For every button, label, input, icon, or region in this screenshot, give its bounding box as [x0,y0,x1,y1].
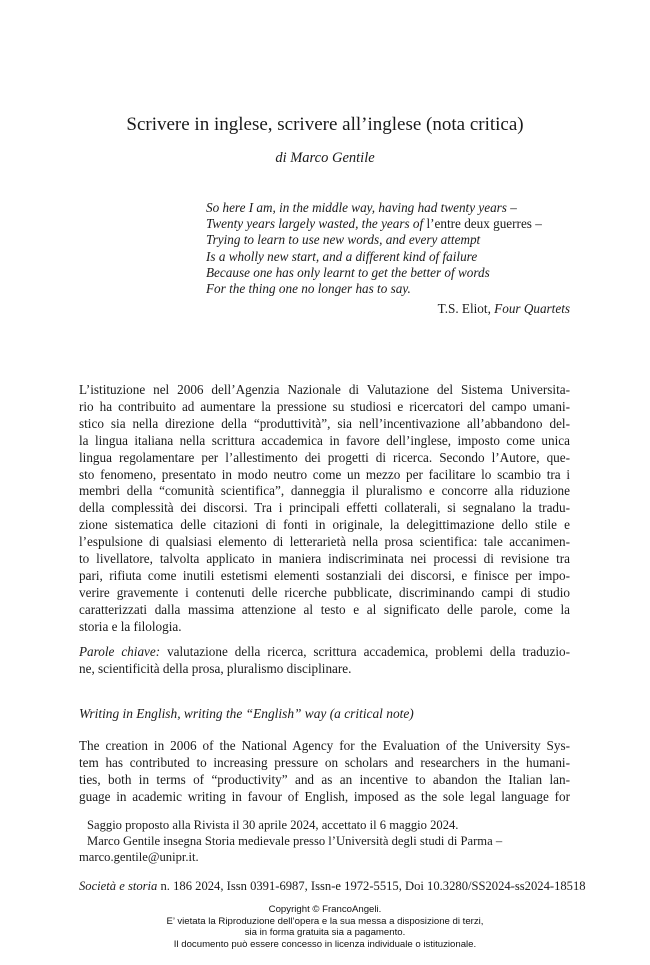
journal-citation [79,879,586,894]
abstract-line: guage in academic writing in favour of English, imposed as the sole legal language for [79,788,570,804]
keywords-line: ne, scientificità della prosa, pluralismo disciplinare. [79,660,352,676]
abstract-line: della complessità dei discorsi. Tra i principali effetti collaterali, si segnalano la tradu- [79,500,570,516]
copyright-line: E’ vietata la Riproduzione dell’opera e la sua messa a disposizione di terzi, [166,915,484,927]
english-title: Writing in English, writing the “English” way (a critical note) [79,706,414,721]
footnote-line: Marco Gentile insegna Storia medievale presso l’Università degli studi di Parma – [87,834,503,848]
epigraph-attribution [0,301,570,317]
copyright-line: Il documento può essere concesso in licenza individuale o istituzionale. [173,938,477,950]
abstract-line: membri della “comunità scientifica”, danneggia il pluralismo e concorre alla riduzione [79,483,570,499]
abstract-line: The creation in 2006 of the National Agency for the Evaluation of the University Sys- [79,738,570,753]
abstract-line: lingua regolamentare per l’allestimento dei progetti di ricerca. Secondo l’Autore, que- [79,449,570,465]
keywords-line [79,644,570,661]
abstract-line: sto fenomeno, presentato in modo neutro come un mezzo per facilitare lo scambio tra i [79,466,570,482]
abstract-line: to livellatore, talvolta applicato in maniera indiscriminata nei processi di revisione tra [79,551,570,567]
keywords-label: Parole chiave: [79,644,161,659]
abstract-line: zione sistematica delle citazioni di fonti in originale, la delegittimazione dello stile e [79,517,570,533]
epigraph-line [206,216,576,232]
copyright-notice [0,904,650,950]
copyright-line: Copyright © FrancoAngeli. [268,904,382,915]
copyright-line: sia in forma gratuita sia a pagamento. [244,927,406,939]
journal-details: n. 186 2024, Issn 0391-6987, Issn-e 1972-5515, Doi 10.3280/SS2024-ss2024-18518 [157,879,586,893]
keywords-paragraph [79,644,570,678]
footnote [79,817,570,865]
epigraph-line: Is a wholly new start, and a different kind of failure [206,248,478,264]
epigraph-line-text: Twenty years largely wasted, the years of [206,216,427,232]
abstract-line: caratterizzati dalla massima attenzione al testo e al significato delle parole, come la [79,601,570,617]
attribution-work: Four Quartets [494,301,570,316]
journal-name: Società e storia [79,879,158,893]
author-line: di Marco Gentile [275,150,375,166]
epigraph-line: Trying to learn to use new words, and every attempt [206,232,481,248]
abstract-line: la lingua italiana nella scrittura accademica in favore dell’inglese, imposto come unica [79,432,570,448]
epigraph-line: Because one has only learnt to get the better of words [206,264,490,280]
keywords-text: valutazione della ricerca, scrittura accademica, problemi della traduzio- [160,644,570,659]
abstract-line: l’espulsione di qualsiasi elemento di letterarietà nella prosa scientifica: tale accanimen- [79,534,570,550]
abstract-line: pari, rifiuta come inutili estetismi elementi sostanziali dei discorsi, e finisce per impo- [79,567,570,583]
epigraph [206,200,576,297]
abstract-english [79,738,570,806]
footnote-email: marco.gentile@unipr.it. [79,850,199,864]
epigraph-french-phrase: l’entre deux guerres – [426,216,542,232]
abstract-line: rio ha contribuito ad aumentare la pressione su studiosi e ricercatori del campo umani- [79,398,570,414]
abstract-line: ties, both in terms of “productivity” and as an incentive to abandon the Italian lan- [79,771,570,787]
attribution-name: T.S. Eliot, [437,301,495,316]
abstract-italian [79,382,570,636]
abstract-line: verire gravemente i contenuti delle ricerche pubblicate, discriminando campi di studio [79,584,570,600]
abstract-line: tem has contributed to increasing pressure on scholars and researchers in the humani- [79,754,570,770]
footnote-line: Saggio proposto alla Rivista il 30 aprile 2024, accettato il 6 maggio 2024. [87,818,459,832]
article-title: Scrivere in inglese, scrivere all’inglese (nota critica) [126,114,524,135]
abstract-line: L’istituzione nel 2006 dell’Agenzia Nazionale di Valutazione del Sistema Universita- [79,382,570,397]
abstract-line: stico sia nella direzione della “produttività”, sia nell’incentivazione all’abbandono del- [79,415,570,431]
epigraph-line: So here I am, in the middle way, having had twenty years – [206,200,517,215]
abstract-line: storia e la filologia. [79,618,182,634]
epigraph-line: For the thing one no longer has to say. [206,281,411,297]
